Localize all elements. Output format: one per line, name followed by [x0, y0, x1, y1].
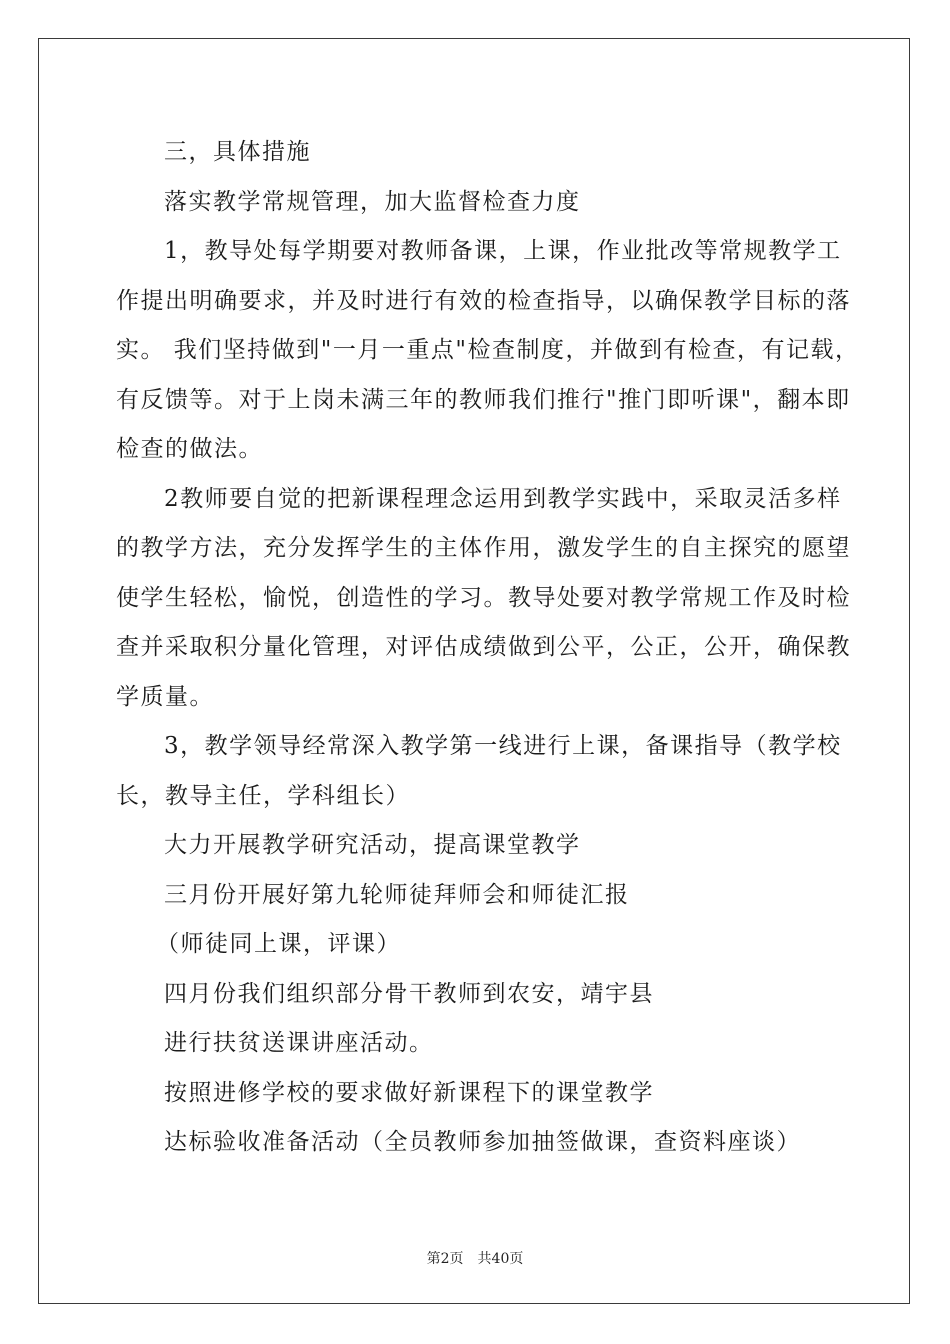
- page-footer: [0, 1248, 950, 1268]
- total-pages: 共40页: [477, 1251, 524, 1267]
- paragraph-line: （师徒同上课，评课）: [156, 931, 401, 957]
- paragraph-line: 3，教学领导经常深入教学第一线进行上课，备课指导（教学校: [164, 733, 842, 759]
- paragraph-line: 实。 我们坚持做到"一月一重点"检查制度，并做到有检查，有记载，: [116, 337, 860, 363]
- subheading-teaching-research: 大力开展教学研究活动，提高课堂教学: [164, 832, 581, 858]
- paragraph-line: 三月份开展好第九轮师徒拜师会和师徒汇报: [164, 881, 630, 908]
- paragraph-line: 四月份我们组织部分骨干教师到农安，靖宇县: [164, 980, 654, 1007]
- paragraph-line: 进行扶贫送课讲座活动。: [164, 1030, 434, 1056]
- paragraph-line: 学质量。: [116, 683, 214, 710]
- paragraph-line: 检查的做法。: [116, 436, 263, 462]
- paragraph-line: 查并采取积分量化管理，对评估成绩做到公平，公正，公开，确保教: [116, 634, 851, 660]
- paragraph-line: 1，教导处每学期要对教师备课，上课，作业批改等常规教学工: [164, 238, 842, 264]
- section-heading: 三，具体措施: [164, 139, 311, 165]
- paragraph-line: 达标验收准备活动（全员教师参加抽签做课，查资料座谈）: [164, 1129, 801, 1155]
- paragraph-line: 按照进修学校的要求做好新课程下的课堂教学: [164, 1079, 654, 1106]
- document-body: [116, 128, 860, 1168]
- page-number: 第2页: [426, 1251, 464, 1267]
- paragraph-line: 作提出明确要求，并及时进行有效的检查指导，以确保教学目标的落: [116, 287, 851, 314]
- paragraph-line: 2教师要自觉的把新课程理念运用到教学实践中，采取灵活多样: [164, 485, 842, 512]
- paragraph-line: 有反馈等。对于上岗未满三年的教师我们推行"推门即听课"，翻本即: [116, 386, 851, 413]
- paragraph-line: 的教学方法，充分发挥学生的主体作用，激发学生的自主探究的愿望: [116, 535, 851, 561]
- paragraph-line: 长，教导主任，学科组长）: [116, 782, 410, 809]
- subheading-routine-management: 落实教学常规管理，加大监督检查力度: [164, 188, 581, 215]
- paragraph-line: 使学生轻松，愉悦，创造性的学习。教导处要对教学常规工作及时检: [116, 584, 851, 611]
